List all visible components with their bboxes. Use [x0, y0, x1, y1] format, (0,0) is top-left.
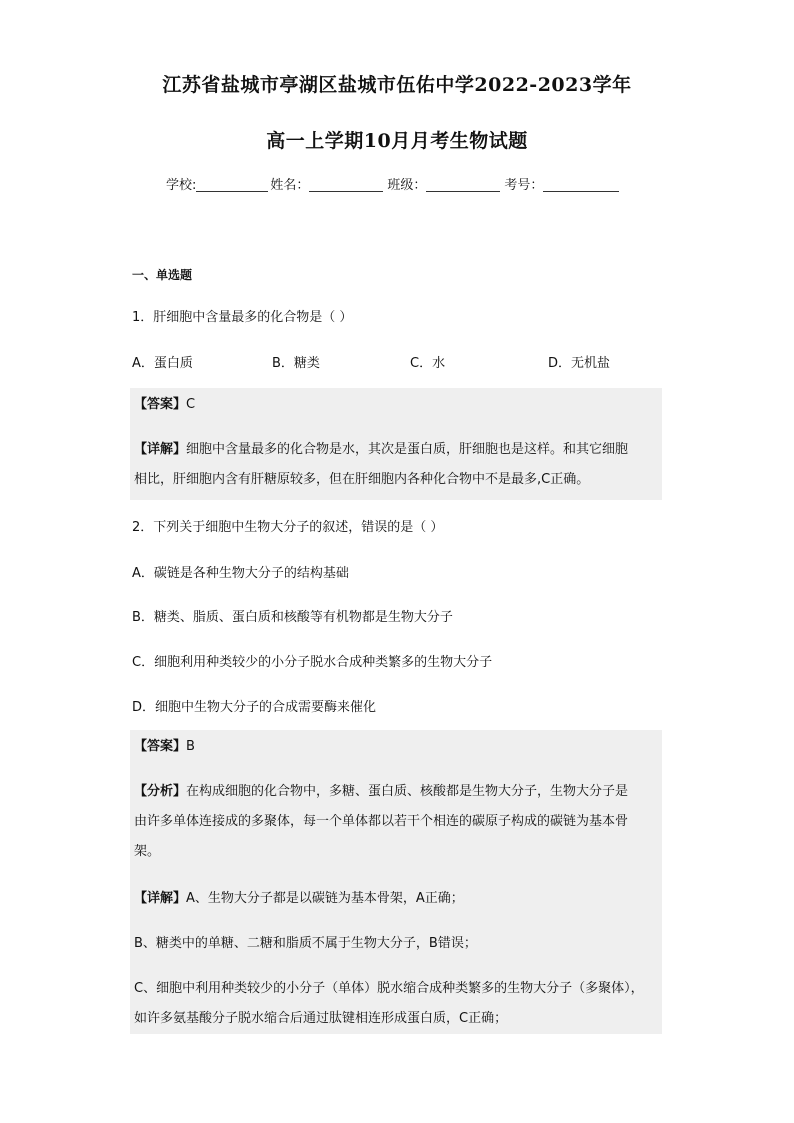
class-label: 班级：: [387, 178, 427, 193]
detail-text-line1: 细胞中含量最多的化合物是水，其次是蛋白质，肝细胞也是这样。和其它细胞: [186, 442, 629, 457]
question-1-detail: [134, 435, 656, 495]
analysis-text-line1: 在构成细胞的化合物中，多糖、蛋白质、核酸都是生物大分子，生物大分子是: [186, 784, 629, 799]
detail-text-a: A、生物大分子都是以碳链为基本骨架，A正确；: [186, 891, 464, 906]
school-label: 学校:: [166, 178, 197, 193]
question-2-answer: [134, 732, 656, 762]
question-2-detail-b: B、糖类中的单糖、二糖和脂质不属于生物大分子，B错误；: [134, 936, 477, 951]
student-info-row: [166, 174, 619, 193]
question-2-stem: 2．下列关于细胞中生物大分子的叙述，错误的是（ ）: [132, 520, 444, 535]
question-1-stem: 1．肝细胞中含量最多的化合物是（ ）: [132, 310, 353, 325]
section-title: 一、单选题: [132, 268, 193, 282]
exam-no-blank: [543, 177, 619, 192]
answer-value: B: [186, 739, 195, 754]
answer-value: C: [186, 397, 196, 412]
question-2-option-b: B．糖类、脂质、蛋白质和核酸等有机物都是生物大分子: [132, 610, 453, 625]
exam-no-label: 考号：: [504, 178, 544, 193]
question-2-option-c: C．细胞利用种类较少的小分子脱水合成种类繁多的生物大分子: [132, 655, 493, 670]
class-blank: [426, 177, 500, 192]
school-blank: [196, 177, 268, 192]
question-1-option-b: B．糖类: [272, 356, 320, 371]
question-1-option-d: D．无机盐: [548, 356, 611, 371]
detail-tag: 【详解】: [134, 891, 187, 906]
exam-title-line1: 江苏省盐城市亭湖区盐城市伍佑中学2022-2023学年: [162, 74, 632, 96]
analysis-text-line3: 架。: [134, 844, 161, 859]
question-2-detail-a: [134, 884, 656, 914]
question-1-answer: [134, 390, 656, 420]
question-2-detail-c: [134, 974, 656, 1034]
detail-tag: 【详解】: [134, 442, 187, 457]
analysis-tag: 【分析】: [134, 784, 187, 799]
question-2-option-d: D．细胞中生物大分子的合成需要酶来催化: [132, 700, 377, 715]
detail-text-c2: 如许多氨基酸分子脱水缩合后通过肽键相连形成蛋白质，C正确；: [134, 1011, 508, 1026]
answer-tag: 【答案】: [134, 739, 187, 754]
exam-title-line2: 高一上学期10月月考生物试题: [266, 130, 528, 152]
question-2-option-a: A．碳链是各种生物大分子的结构基础: [132, 566, 349, 581]
name-label: 姓名：: [270, 178, 310, 193]
name-blank: [309, 177, 383, 192]
answer-tag: 【答案】: [134, 397, 187, 412]
question-1-option-a: A．蛋白质: [132, 356, 193, 371]
detail-text-line2: 相比，肝细胞内含有肝糖原较多，但在肝细胞内各种化合物中不是最多,C正确。: [134, 472, 590, 487]
analysis-text-line2: 由许多单体连接成的多聚体，每一个单体都以若干个相连的碳原子构成的碳链为基本骨: [134, 814, 629, 829]
question-1-option-c: C．水: [410, 356, 446, 371]
question-2-analysis: [134, 777, 656, 867]
detail-text-c1: C、细胞中利用种类较少的小分子（单体）脱水缩合成种类繁多的生物大分子（多聚体），: [134, 981, 644, 996]
